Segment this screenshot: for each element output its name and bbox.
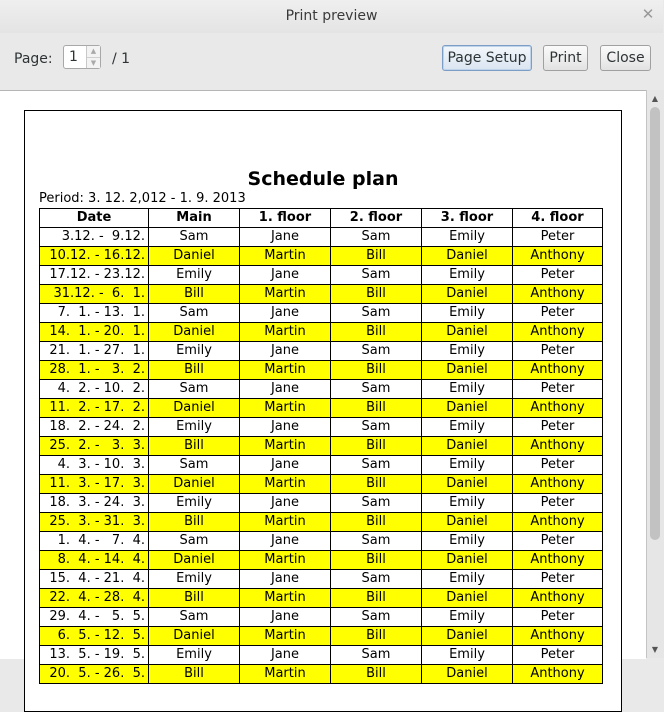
- assignee-cell: Martin: [240, 285, 331, 304]
- date-cell: 4. 2. - 10. 2.: [40, 380, 149, 399]
- assignee-cell: Peter: [513, 570, 603, 589]
- assignee-cell: Sam: [331, 608, 422, 627]
- assignee-cell: Daniel: [422, 323, 513, 342]
- assignee-cell: Martin: [240, 627, 331, 646]
- date-cell: 25. 3. - 31. 3.: [40, 513, 149, 532]
- assignee-cell: Peter: [513, 456, 603, 475]
- assignee-cell: Bill: [331, 247, 422, 266]
- assignee-cell: Bill: [331, 627, 422, 646]
- page-spinner[interactable]: [63, 45, 101, 69]
- assignee-cell: Sam: [331, 570, 422, 589]
- assignee-cell: Sam: [149, 228, 240, 247]
- assignee-cell: Anthony: [513, 247, 603, 266]
- assignee-cell: Bill: [331, 285, 422, 304]
- date-cell: 25. 2. - 3. 3.: [40, 437, 149, 456]
- table-row: [40, 532, 603, 551]
- assignee-cell: Sam: [331, 266, 422, 285]
- assignee-cell: Bill: [149, 437, 240, 456]
- assignee-cell: Jane: [240, 570, 331, 589]
- date-cell: 20. 5. - 26. 5.: [40, 665, 149, 684]
- table-row: [40, 285, 603, 304]
- assignee-cell: Emily: [422, 266, 513, 285]
- date-cell: 3.12. - 9.12.: [40, 228, 149, 247]
- assignee-cell: Daniel: [422, 437, 513, 456]
- assignee-cell: Martin: [240, 589, 331, 608]
- period-text: Period: 3. 12. 2,012 - 1. 9. 2013: [39, 191, 246, 206]
- print-button[interactable]: Print: [543, 45, 588, 71]
- assignee-cell: Daniel: [422, 665, 513, 684]
- assignee-cell: Emily: [422, 380, 513, 399]
- assignee-cell: Martin: [240, 247, 331, 266]
- assignee-cell: Jane: [240, 494, 331, 513]
- table-row: [40, 627, 603, 646]
- date-cell: 13. 5. - 19. 5.: [40, 646, 149, 665]
- assignee-cell: Jane: [240, 456, 331, 475]
- assignee-cell: Anthony: [513, 475, 603, 494]
- window-close-icon[interactable]: ✕: [641, 5, 655, 23]
- spinner-down-icon[interactable]: ▼: [87, 57, 100, 69]
- assignee-cell: Daniel: [422, 551, 513, 570]
- date-cell: 11. 2. - 17. 2.: [40, 399, 149, 418]
- assignee-cell: Jane: [240, 342, 331, 361]
- assignee-cell: Emily: [422, 608, 513, 627]
- scroll-up-icon[interactable]: ▲: [651, 94, 659, 103]
- assignee-cell: Daniel: [422, 361, 513, 380]
- assignee-cell: Sam: [149, 608, 240, 627]
- assignee-cell: Peter: [513, 532, 603, 551]
- assignee-cell: Jane: [240, 228, 331, 247]
- assignee-cell: Bill: [331, 323, 422, 342]
- date-cell: 21. 1. - 27. 1.: [40, 342, 149, 361]
- assignee-cell: Martin: [240, 361, 331, 380]
- assignee-cell: Anthony: [513, 513, 603, 532]
- assignee-cell: Anthony: [513, 589, 603, 608]
- vertical-scrollbar[interactable]: [646, 90, 664, 658]
- window-titlebar: [0, 0, 663, 33]
- assignee-cell: Jane: [240, 646, 331, 665]
- assignee-cell: Anthony: [513, 627, 603, 646]
- date-cell: 29. 4. - 5. 5.: [40, 608, 149, 627]
- column-header: 3. floor: [422, 209, 513, 228]
- table-row: [40, 551, 603, 570]
- assignee-cell: Sam: [331, 456, 422, 475]
- assignee-cell: Martin: [240, 513, 331, 532]
- table-row: [40, 589, 603, 608]
- assignee-cell: Emily: [422, 646, 513, 665]
- assignee-cell: Martin: [240, 475, 331, 494]
- schedule-table: [39, 208, 603, 684]
- document-title: Schedule plan: [247, 168, 399, 190]
- page-spinner-value[interactable]: 1: [69, 49, 78, 65]
- assignee-cell: Bill: [149, 665, 240, 684]
- table-row: [40, 361, 603, 380]
- assignee-cell: Emily: [149, 342, 240, 361]
- assignee-cell: Peter: [513, 304, 603, 323]
- assignee-cell: Bill: [331, 475, 422, 494]
- assignee-cell: Bill: [331, 399, 422, 418]
- assignee-cell: Jane: [240, 608, 331, 627]
- paper-page: [24, 110, 622, 712]
- page-count-label: / 1: [112, 51, 131, 67]
- date-cell: 11. 3. - 17. 3.: [40, 475, 149, 494]
- assignee-cell: Emily: [422, 494, 513, 513]
- assignee-cell: Bill: [331, 589, 422, 608]
- assignee-cell: Daniel: [422, 399, 513, 418]
- assignee-cell: Sam: [331, 418, 422, 437]
- table-row: [40, 608, 603, 627]
- table-row: [40, 475, 603, 494]
- assignee-cell: Sam: [149, 456, 240, 475]
- date-cell: 14. 1. - 20. 1.: [40, 323, 149, 342]
- table-row: [40, 399, 603, 418]
- assignee-cell: Bill: [149, 589, 240, 608]
- assignee-cell: Emily: [149, 494, 240, 513]
- assignee-cell: Sam: [331, 532, 422, 551]
- assignee-cell: Emily: [422, 456, 513, 475]
- assignee-cell: Jane: [240, 380, 331, 399]
- date-cell: 17.12. - 23.12.: [40, 266, 149, 285]
- assignee-cell: Sam: [149, 380, 240, 399]
- spinner-up-icon[interactable]: ▲: [90, 47, 97, 55]
- assignee-cell: Bill: [331, 513, 422, 532]
- page-setup-button[interactable]: Page Setup: [442, 45, 532, 71]
- assignee-cell: Sam: [331, 646, 422, 665]
- assignee-cell: Anthony: [513, 285, 603, 304]
- assignee-cell: Anthony: [513, 323, 603, 342]
- assignee-cell: Peter: [513, 494, 603, 513]
- date-cell: 10.12. - 16.12.: [40, 247, 149, 266]
- date-cell: 18. 3. - 24. 3.: [40, 494, 149, 513]
- date-cell: 7. 1. - 13. 1.: [40, 304, 149, 323]
- window-title: Print preview: [285, 8, 378, 24]
- assignee-cell: Bill: [331, 361, 422, 380]
- date-cell: 31.12. - 6. 1.: [40, 285, 149, 304]
- assignee-cell: Jane: [240, 418, 331, 437]
- toolbar: [0, 33, 663, 86]
- assignee-cell: Emily: [149, 266, 240, 285]
- assignee-cell: Jane: [240, 266, 331, 285]
- assignee-cell: Sam: [331, 228, 422, 247]
- page-spinner-arrows: [86, 46, 100, 68]
- assignee-cell: Daniel: [149, 323, 240, 342]
- assignee-cell: Emily: [422, 418, 513, 437]
- table-row: [40, 228, 603, 247]
- table-row: [40, 418, 603, 437]
- column-header: 2. floor: [331, 209, 422, 228]
- assignee-cell: Emily: [149, 646, 240, 665]
- assignee-cell: Peter: [513, 228, 603, 247]
- assignee-cell: Daniel: [422, 247, 513, 266]
- assignee-cell: Peter: [513, 608, 603, 627]
- table-row: [40, 456, 603, 475]
- table-row: [40, 570, 603, 589]
- assignee-cell: Martin: [240, 665, 331, 684]
- assignee-cell: Peter: [513, 342, 603, 361]
- close-button[interactable]: Close: [600, 45, 651, 71]
- assignee-cell: Martin: [240, 323, 331, 342]
- assignee-cell: Bill: [149, 513, 240, 532]
- assignee-cell: Daniel: [422, 513, 513, 532]
- table-row: [40, 380, 603, 399]
- table-row: [40, 646, 603, 665]
- table-row: [40, 247, 603, 266]
- assignee-cell: Daniel: [422, 475, 513, 494]
- assignee-cell: Bill: [331, 437, 422, 456]
- assignee-cell: Emily: [422, 228, 513, 247]
- table-row: [40, 494, 603, 513]
- assignee-cell: Anthony: [513, 551, 603, 570]
- assignee-cell: Sam: [149, 532, 240, 551]
- assignee-cell: Sam: [331, 380, 422, 399]
- table-row: [40, 437, 603, 456]
- column-header: Main: [149, 209, 240, 228]
- assignee-cell: Peter: [513, 266, 603, 285]
- table-row: [40, 342, 603, 361]
- assignee-cell: Anthony: [513, 437, 603, 456]
- assignee-cell: Martin: [240, 551, 331, 570]
- assignee-cell: Daniel: [149, 247, 240, 266]
- schedule-body: [40, 228, 603, 684]
- column-header: 4. floor: [513, 209, 603, 228]
- assignee-cell: Bill: [331, 665, 422, 684]
- assignee-cell: Daniel: [149, 475, 240, 494]
- assignee-cell: Daniel: [149, 399, 240, 418]
- assignee-cell: Daniel: [422, 627, 513, 646]
- assignee-cell: Bill: [149, 285, 240, 304]
- assignee-cell: Emily: [149, 570, 240, 589]
- column-header: 1. floor: [240, 209, 331, 228]
- assignee-cell: Emily: [422, 532, 513, 551]
- assignee-cell: Anthony: [513, 665, 603, 684]
- date-cell: 4. 3. - 10. 3.: [40, 456, 149, 475]
- assignee-cell: Emily: [422, 342, 513, 361]
- assignee-cell: Sam: [331, 494, 422, 513]
- assignee-cell: Peter: [513, 646, 603, 665]
- page-label: Page:: [14, 51, 53, 67]
- assignee-cell: Sam: [331, 342, 422, 361]
- assignee-cell: Anthony: [513, 361, 603, 380]
- date-cell: 18. 2. - 24. 2.: [40, 418, 149, 437]
- date-cell: 28. 1. - 3. 2.: [40, 361, 149, 380]
- assignee-cell: Sam: [331, 304, 422, 323]
- assignee-cell: Martin: [240, 399, 331, 418]
- assignee-cell: Anthony: [513, 399, 603, 418]
- column-header: Date: [40, 209, 149, 228]
- assignee-cell: Bill: [149, 361, 240, 380]
- date-cell: 22. 4. - 28. 4.: [40, 589, 149, 608]
- preview-area[interactable]: [0, 90, 646, 681]
- table-header-row: [40, 209, 603, 228]
- assignee-cell: Jane: [240, 532, 331, 551]
- date-cell: 15. 4. - 21. 4.: [40, 570, 149, 589]
- assignee-cell: Peter: [513, 418, 603, 437]
- assignee-cell: Sam: [149, 304, 240, 323]
- assignee-cell: Daniel: [422, 589, 513, 608]
- assignee-cell: Martin: [240, 437, 331, 456]
- scroll-thumb[interactable]: [650, 107, 660, 540]
- table-row: [40, 513, 603, 532]
- assignee-cell: Emily: [149, 418, 240, 437]
- assignee-cell: Peter: [513, 380, 603, 399]
- assignee-cell: Daniel: [149, 627, 240, 646]
- date-cell: 6. 5. - 12. 5.: [40, 627, 149, 646]
- assignee-cell: Emily: [422, 570, 513, 589]
- scroll-down-icon[interactable]: ▼: [651, 645, 659, 654]
- assignee-cell: Daniel: [422, 285, 513, 304]
- table-row: [40, 665, 603, 684]
- table-row: [40, 266, 603, 285]
- table-row: [40, 304, 603, 323]
- assignee-cell: Emily: [422, 304, 513, 323]
- date-cell: 8. 4. - 14. 4.: [40, 551, 149, 570]
- assignee-cell: Jane: [240, 304, 331, 323]
- assignee-cell: Daniel: [149, 551, 240, 570]
- date-cell: 1. 4. - 7. 4.: [40, 532, 149, 551]
- table-row: [40, 323, 603, 342]
- assignee-cell: Bill: [331, 551, 422, 570]
